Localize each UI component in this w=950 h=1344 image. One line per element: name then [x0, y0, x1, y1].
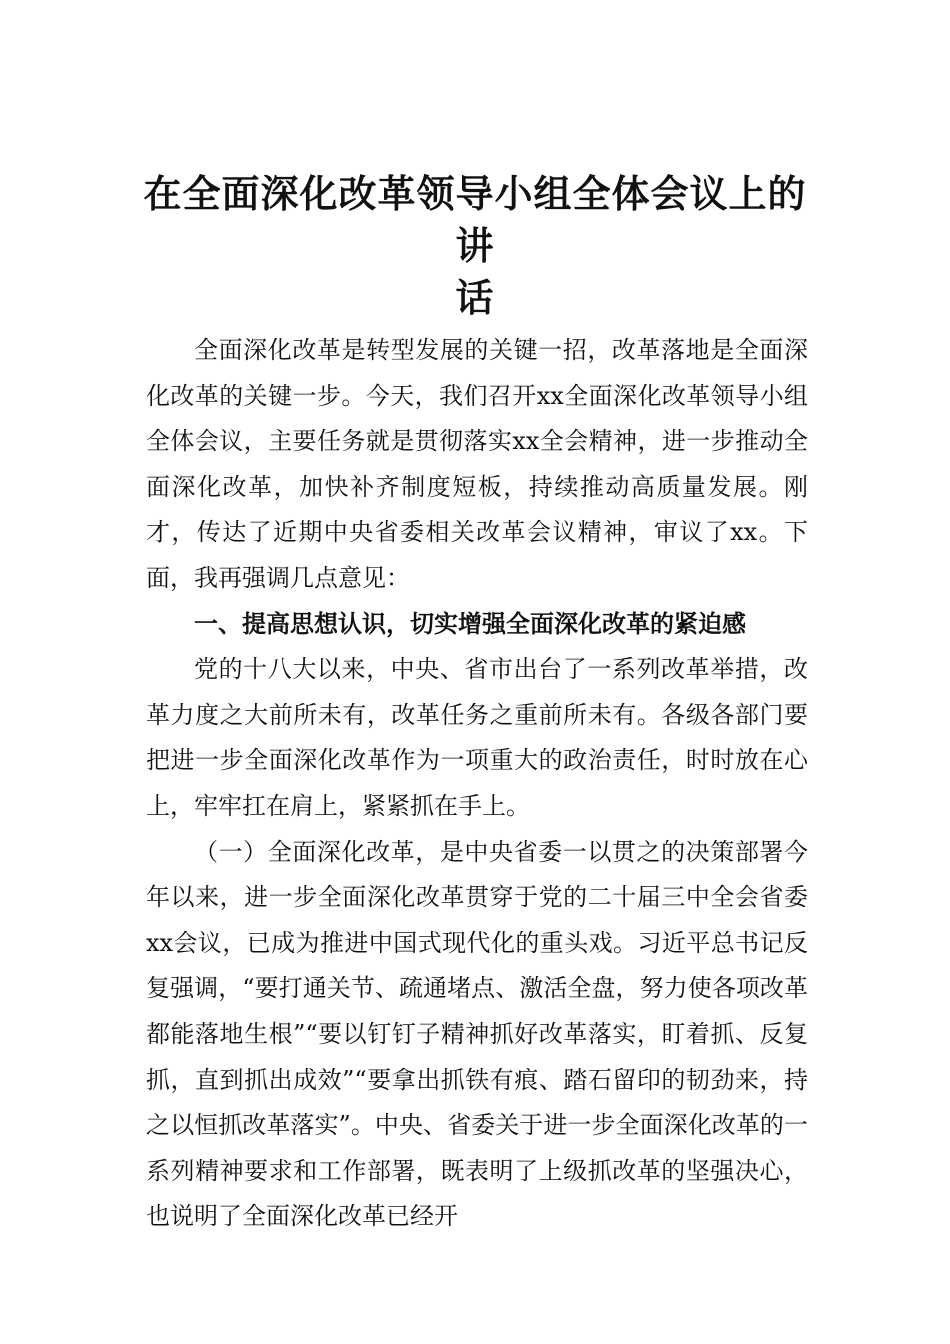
paragraph-section-1: 党的十八大以来，中央、省市出台了一系列改革举措，改革力度之大前所未有，改革任务之重前所未有。各级各部门要把进一步全面深化改革作为一项重大的政治责任，时时放在心上，牢牢扛在肩上，紧紧抓在手上。: [146, 655, 808, 820]
document-body: [146, 328, 808, 1240]
title-line-2: 话: [455, 275, 495, 320]
document-title: [140, 168, 810, 324]
paragraph-intro: 全面深化改革是转型发展的关键一招，改革落地是全面深化改革的关键一步。今天，我们召开xx全面深化改革领导小组全体会议，主要任务就是贯彻落实xx全会精神，进一步推动全面深化改革，加快补齐制度短板，持续推动高质量发展。刚才，传达了近期中央省委相关改革会议精神，审议了xx。下面，我再强调几点意见：: [146, 336, 808, 592]
title-line-1: 在全面深化改革领导小组全体会议上的讲: [143, 171, 807, 268]
paragraph-subsection-1: （一）全面深化改革，是中央省委一以贯之的决策部署今年以来，进一步全面深化改革贯穿于党的二十届三中全会省委xx会议，已成为推进中国式现代化的重头戏。习近平总书记反复强调，“要打通关节、疏通堵点、激活全盘，努力使各项改革都能落地生根”“要以钉钉子精神抓好改革落实，盯着抓、反复抓，直到抓出成效”“要拿出抓铁有痕、踏石留印的韧劲来，持之以恒抓改革落实”。中央、省委关于进一步全面深化改革的一系列精神要求和工作部署，既表明了上级抓改革的坚强决心，也说明了全面深化改革已经开: [146, 837, 808, 1231]
section-heading-1: 一、提高思想认识，切实增强全面深化改革的紧迫感: [194, 609, 746, 638]
